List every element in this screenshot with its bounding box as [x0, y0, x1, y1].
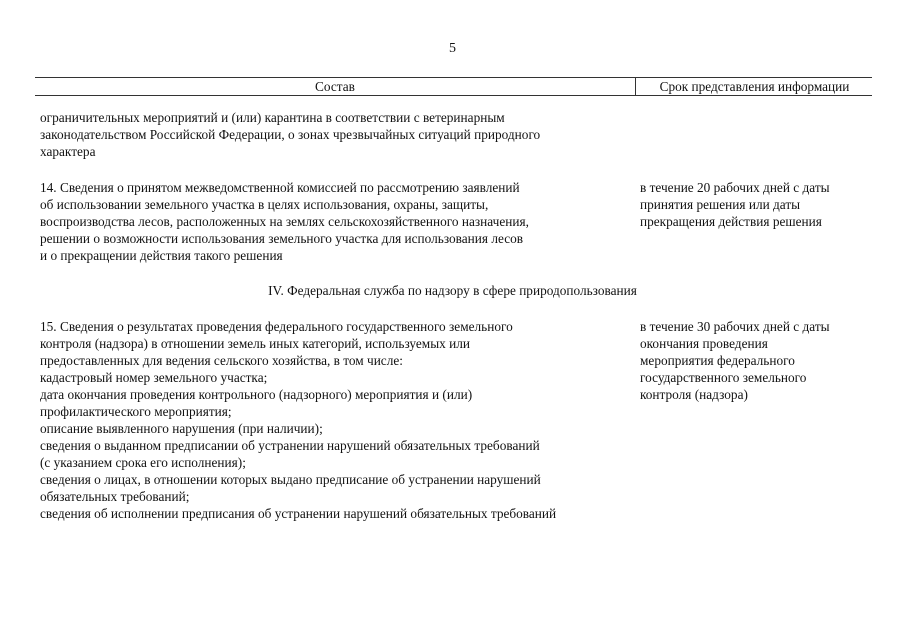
text-line: принятия решения или даты	[640, 197, 801, 212]
text-line: в течение 30 рабочих дней с даты	[640, 319, 830, 334]
text-line: описание выявленного нарушения (при наличии);	[40, 421, 323, 436]
text-line: об использовании земельного участка в целях использования, охраны, защиты,	[40, 197, 489, 212]
text-line: характера	[40, 144, 96, 159]
text-line: сведения о выданном предписании об устранении нарушений обязательных требований	[40, 438, 540, 453]
text-line: 14. Сведения о принятом межведомственной комиссией по рассмотрению заявлений	[40, 180, 520, 195]
text-line: сведения об исполнении предписания об устранении нарушений обязательных требований	[40, 506, 557, 521]
text-line: предоставленных для ведения сельского хозяйства, в том числе:	[40, 353, 403, 368]
text-line: ограничительных мероприятий и (или) карантина в соответствии с ветеринарным	[40, 110, 505, 125]
text-line: (с указанием срока его исполнения);	[40, 455, 246, 470]
item-15-composition	[40, 318, 630, 522]
text-line: государственного земельного	[640, 370, 807, 385]
page-number: 5	[449, 41, 456, 56]
table-header	[35, 77, 872, 96]
text-line: воспроизводства лесов, расположенных на землях сельскохозяйственного назначения,	[40, 214, 529, 229]
text-line: окончания проведения	[640, 336, 768, 351]
text-line: мероприятия федерального	[640, 353, 795, 368]
text-line: профилактического мероприятия;	[40, 404, 232, 419]
item-14-composition	[40, 179, 630, 264]
text-line: 15. Сведения о результатах проведения федерального государственного земельного	[40, 319, 513, 334]
text-line: сведения о лицах, в отношении которых выдано предписание об устранении нарушений	[40, 472, 541, 487]
text-line: контроля (надзора) в отношении земель иных категорий, используемых или	[40, 336, 470, 351]
section-heading: IV. Федеральная служба по надзору в сфере природопользования	[268, 283, 637, 298]
text-line: дата окончания проведения контрольного (надзорного) мероприятия и (или)	[40, 387, 473, 402]
text-line: решении о возможности использования земельного участка для использования лесов	[40, 231, 524, 246]
column-header-composition: Состав	[315, 79, 355, 94]
text-line: обязательных требований;	[40, 489, 190, 504]
text-line: контроля (надзора)	[640, 387, 748, 402]
text-line: и о прекращении действия такого решения	[40, 248, 283, 263]
column-header-deadline: Срок представления информации	[635, 78, 873, 95]
continuation-text	[40, 109, 630, 160]
item-15-deadline	[640, 318, 872, 403]
text-line: кадастровый номер земельного участка;	[40, 370, 268, 385]
text-line: в течение 20 рабочих дней с даты	[640, 180, 830, 195]
text-line: законодательством Российской Федерации, о зонах чрезвычайных ситуаций природного	[40, 127, 541, 142]
text-line: прекращения действия решения	[640, 214, 822, 229]
item-14-deadline	[640, 179, 872, 230]
